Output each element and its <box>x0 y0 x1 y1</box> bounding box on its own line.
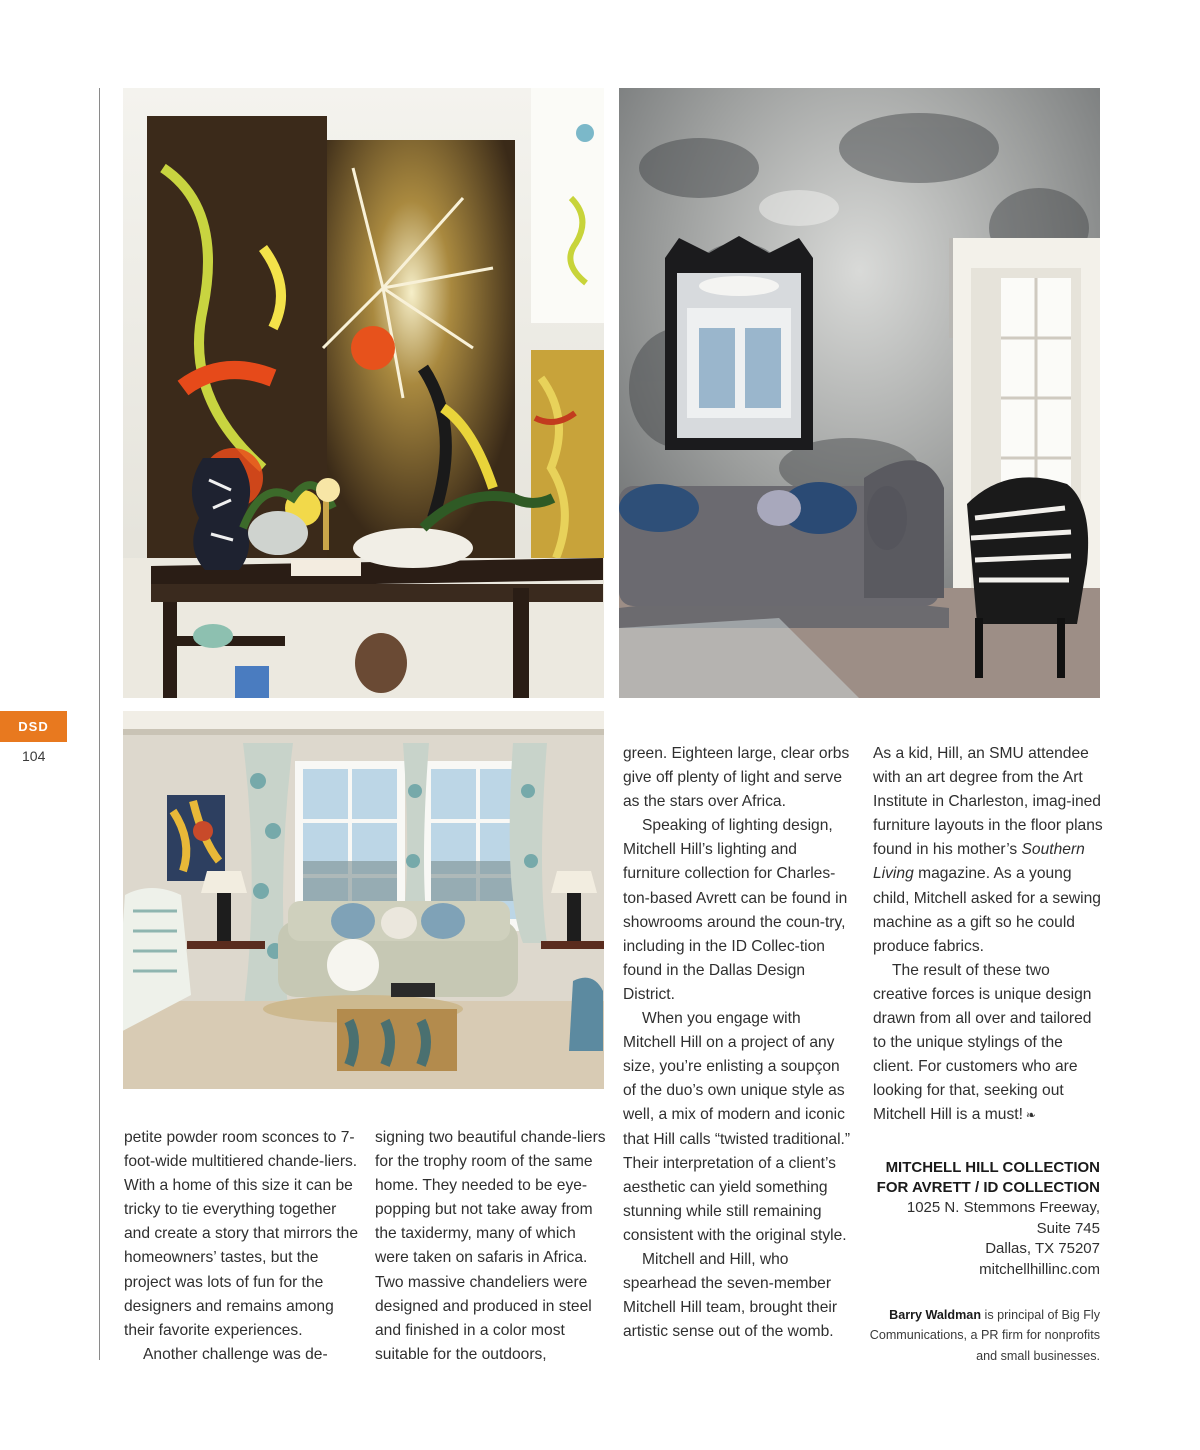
paragraph: green. Eighteen large, clear orbs give off plenty of light and serve as the stars over Africa. <box>623 745 850 811</box>
paragraph <box>873 959 1103 1128</box>
photo-art-console <box>123 88 604 698</box>
photo-mirror-chaise <box>619 88 1100 698</box>
author-bio <box>860 1305 1100 1366</box>
address-line-2: Suite 745 <box>1036 1219 1100 1237</box>
website-link[interactable]: mitchellhillinc.com <box>979 1260 1100 1278</box>
info-heading-2: FOR AVRETT / ID COLLECTION <box>876 1179 1100 1196</box>
info-heading-1: MITCHELL HILL COLLECTION <box>885 1159 1100 1176</box>
author-name: Barry Waldman <box>889 1308 982 1322</box>
section-tab: DSD <box>0 711 67 742</box>
paragraph: Mitchell and Hill, who spearhead the seven-member Mitchell Hill team, brought their artistic sense out of the womb. <box>623 1250 838 1341</box>
body-column-1 <box>124 1126 360 1367</box>
body-column-4 <box>873 742 1103 1128</box>
photo-living-room <box>123 711 604 1089</box>
text-run: The result of these two creative forces is unique design drawn from all over and tailored to the unique stylings of the client. For customers who are looking for that, seeking out Mitchell Hill is a must! <box>873 961 1092 1124</box>
paragraph: signing two beautiful chande-liers for the trophy room of the same home. They needed to be eye-popping but not take away from the taxidermy, many of which were taken on safaris in Africa. Two massive chandeliers were designed and produced in steel and finished in a color most suitable for the outdoors, <box>375 1129 606 1363</box>
contact-info <box>800 1158 1100 1280</box>
text-run: As a kid, Hill, an SMU attendee with an art degree from the Art Institute in Charleston, imag-ined furniture layouts in the floor plans found in his mother’s <box>873 745 1103 859</box>
paragraph: Another challenge was de- <box>143 1345 328 1363</box>
body-column-2 <box>375 1126 607 1367</box>
paragraph: When you engage with Mitchell Hill on a project of any size, you’re enlisting a soupçon of the duo’s own unique style as well, a mix of modern and iconic that Hill calls “twisted traditional.” Their interpretation of a client’s aesthetic can yield something stunning while still remaining consistent with the original style. <box>623 1010 851 1244</box>
paragraph: petite powder room sconces to 7-foot-wide multitiered chande-liers. With a home of this size it can be tricky to tie everything together and create a story that mirrors the homeowners’ tastes, but the project was lots of fun for the designers and remains among their favorite experiences. <box>124 1129 359 1339</box>
paragraph: Speaking of lighting design, Mitchell Hill’s lighting and furniture collection for Charles-ton-based Avrett can be found in showrooms around the coun-try, including in the ID Collec-tion found in the Dallas Design District. <box>623 817 848 1003</box>
author-bio-text: is principal of Big Fly Communications, a PR firm for nonprofits and small businesses. <box>869 1308 1100 1363</box>
margin-rule <box>99 88 100 1360</box>
address-line-1: 1025 N. Stemmons Freeway, <box>906 1199 1100 1216</box>
paragraph <box>873 742 1103 959</box>
address-line-3: Dallas, TX 75207 <box>985 1240 1100 1257</box>
end-mark-icon: ❧ <box>1025 1108 1036 1123</box>
magazine-title: Southern Living <box>873 841 1085 883</box>
page-number: 104 <box>22 748 46 764</box>
text-run: magazine. As a young child, Mitchell asked for a sewing machine as a gift so he could produce fabrics. <box>873 865 1101 955</box>
